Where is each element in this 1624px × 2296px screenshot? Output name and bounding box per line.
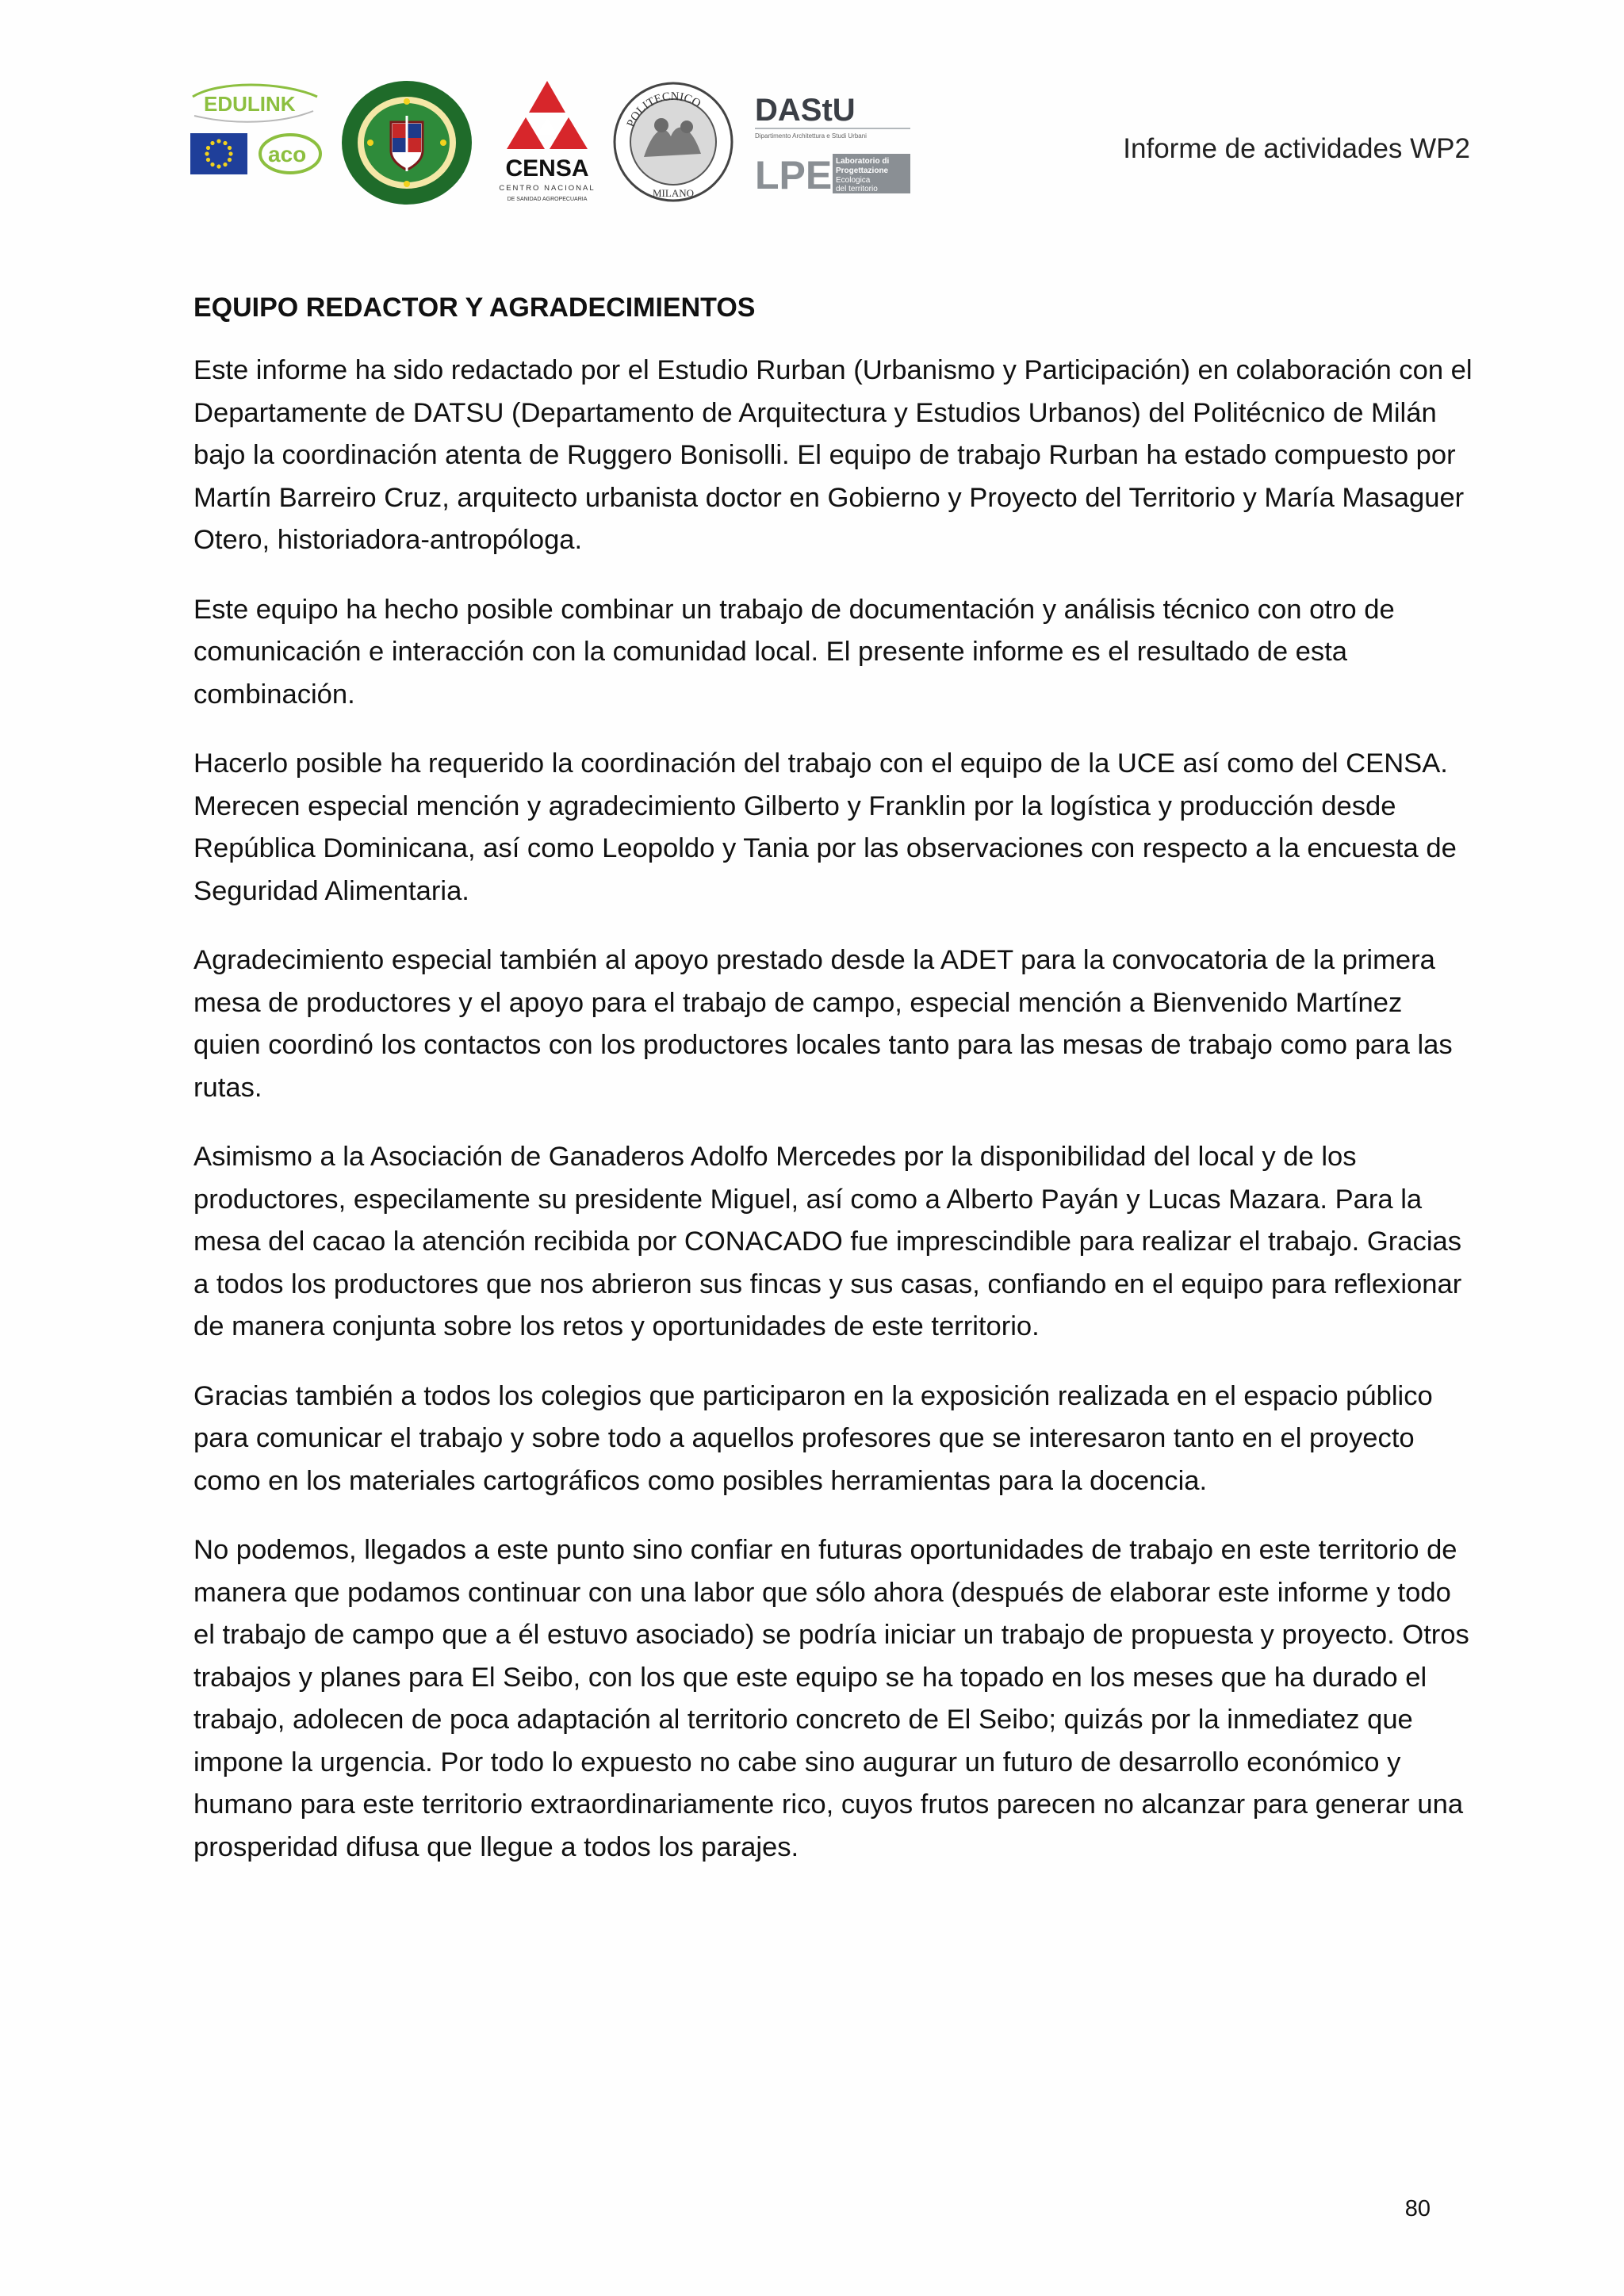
lpe-logo-sub3: Ecologica xyxy=(836,176,871,185)
university-seal-logo xyxy=(339,78,475,208)
censa-logo-sub1: CENTRO NACIONAL xyxy=(499,184,596,193)
page-number: 80 xyxy=(1404,2196,1431,2221)
politecnico-seal-logo xyxy=(612,81,734,203)
dastu-logo-text: DAStU xyxy=(755,93,856,128)
aco-logo xyxy=(257,130,324,178)
paragraph-adet-thanks: Agradecimiento especial también al apoyo prestado desde la ADET para la convocatoria de la primera mesa de productores y el apoyo para el trabajo de campo, especial mención a Bienvenido Martínez quien coordinó los contactos con los productores locales tanto para las mesas de trabajo como para las rutas. xyxy=(193,945,1453,1103)
lpe-logo xyxy=(753,151,912,197)
edulink-logo-text: EDULINK xyxy=(204,92,296,116)
paragraph-team: Este equipo ha hecho posible combinar un trabajo de documentación y análisis técnico con otro de comunicación e interacción con la comunidad local. El presente informe es el resultado de esta combinación. xyxy=(193,594,1395,710)
section-title: EQUIPO REDACTOR Y AGRADECIMIENTOS xyxy=(193,293,756,323)
polimi-logo-top-text: POLITECNICO xyxy=(624,90,703,129)
lpe-logo-sub2: Progettazione xyxy=(836,166,889,175)
lpe-logo-text: LPE xyxy=(755,153,833,197)
lpe-logo-sub4: del territorio xyxy=(836,185,878,193)
censa-logo xyxy=(496,78,599,208)
censa-logo-sub2: DE SANIDAD AGROPECUARIA xyxy=(507,197,588,202)
edulink-logo xyxy=(186,79,321,127)
document-header-title: Informe de actividades WP2 xyxy=(1123,133,1470,164)
aco-logo-text: aco xyxy=(268,142,307,166)
paragraph-closing: No podemos, llegados a este punto sino confiar en futuras oportunidades de trabajo en este territorio de manera que podamos continuar con una labor que sólo ahora (después de elaborar este informe y todo el trabajo de campo que a él estuvo asociado) se podría iniciar un trabajo de propuesta y proyecto. Otros trabajos y planes para El Seibo, con los que este equipo se ha topado en los meses que ha durado el trabajo, adolecen de poca adaptación al territorio concreto de El Seibo; quizás por la inmediatez que impone la urgencia. Por todo lo expuesto no cabe sino augurar un futuro de desarrollo económico y humano para este territorio extraordinariamente rico, cuyos frutos parecen no alcanzar para generar una prosperidad difusa que llegue a todos los parajes. xyxy=(193,1535,1469,1862)
paragraph-ganaderos-thanks: Asimismo a la Asociación de Ganaderos Adolfo Mercedes por la disponibilidad del local y de los productores, especilamente su presidente Miguel, así como a Alberto Payán y Lucas Mazara. Para la mesa del cacao la atención recibida por CONACADO fue imprescindible para realizar el trabajo. Gracias a todos los productores que nos abrieron sus fincas y sus casas, confiando en el equipo para reflexionar de manera conjunta sobre los retos y oportunidades de este territorio. xyxy=(193,1142,1462,1341)
paragraph-colegios-thanks: Gracias también a todos los colegios que participaron en la exposición realizada en el espacio público para comunicar el trabajo y sobre todo a aquellos profesores que se interesaron tanto en el proyecto como en los materiales cartográficos como posibles herramientas para la docencia. xyxy=(193,1380,1433,1496)
dastu-logo xyxy=(753,89,912,141)
censa-logo-name: CENSA xyxy=(505,155,589,182)
dastu-logo-sub: Dipartimento Architettura e Studi Urbani xyxy=(755,132,867,140)
lpe-logo-sub1: Laboratorio di xyxy=(836,157,890,166)
eu-flag-icon xyxy=(190,133,247,174)
document-body xyxy=(193,287,1475,1896)
paragraph-coordination: Hacerlo posible ha requerido la coordinación del trabajo con el equipo de la UCE así como del CENSA. Merecen especial mención y agradecimiento Gilberto y Franklin por la logística y producción desde República Dominicana, así como Leopoldo y Tania por las observaciones con respecto a la encuesta de Seguridad Alimentaria. xyxy=(193,748,1457,906)
polimi-logo-bottom-text: MILANO xyxy=(653,187,694,199)
paragraph-authors: Este informe ha sido redactado por el Estudio Rurban (Urbanismo y Participación) en colaboración con el Departamente de DATSU (Departamento de Arquitectura y Estudios Urbanos) del Politécnico de Milán bajo la coordinación atenta de Ruggero Bonisolli. El equipo de trabajo Rurban ha estado compuesto por Martín Barreiro Cruz, arquitecto urbanista doctor en Gobierno y Proyecto del Territorio y María Masaguer Otero, historiadora-antropóloga. xyxy=(193,355,1473,555)
